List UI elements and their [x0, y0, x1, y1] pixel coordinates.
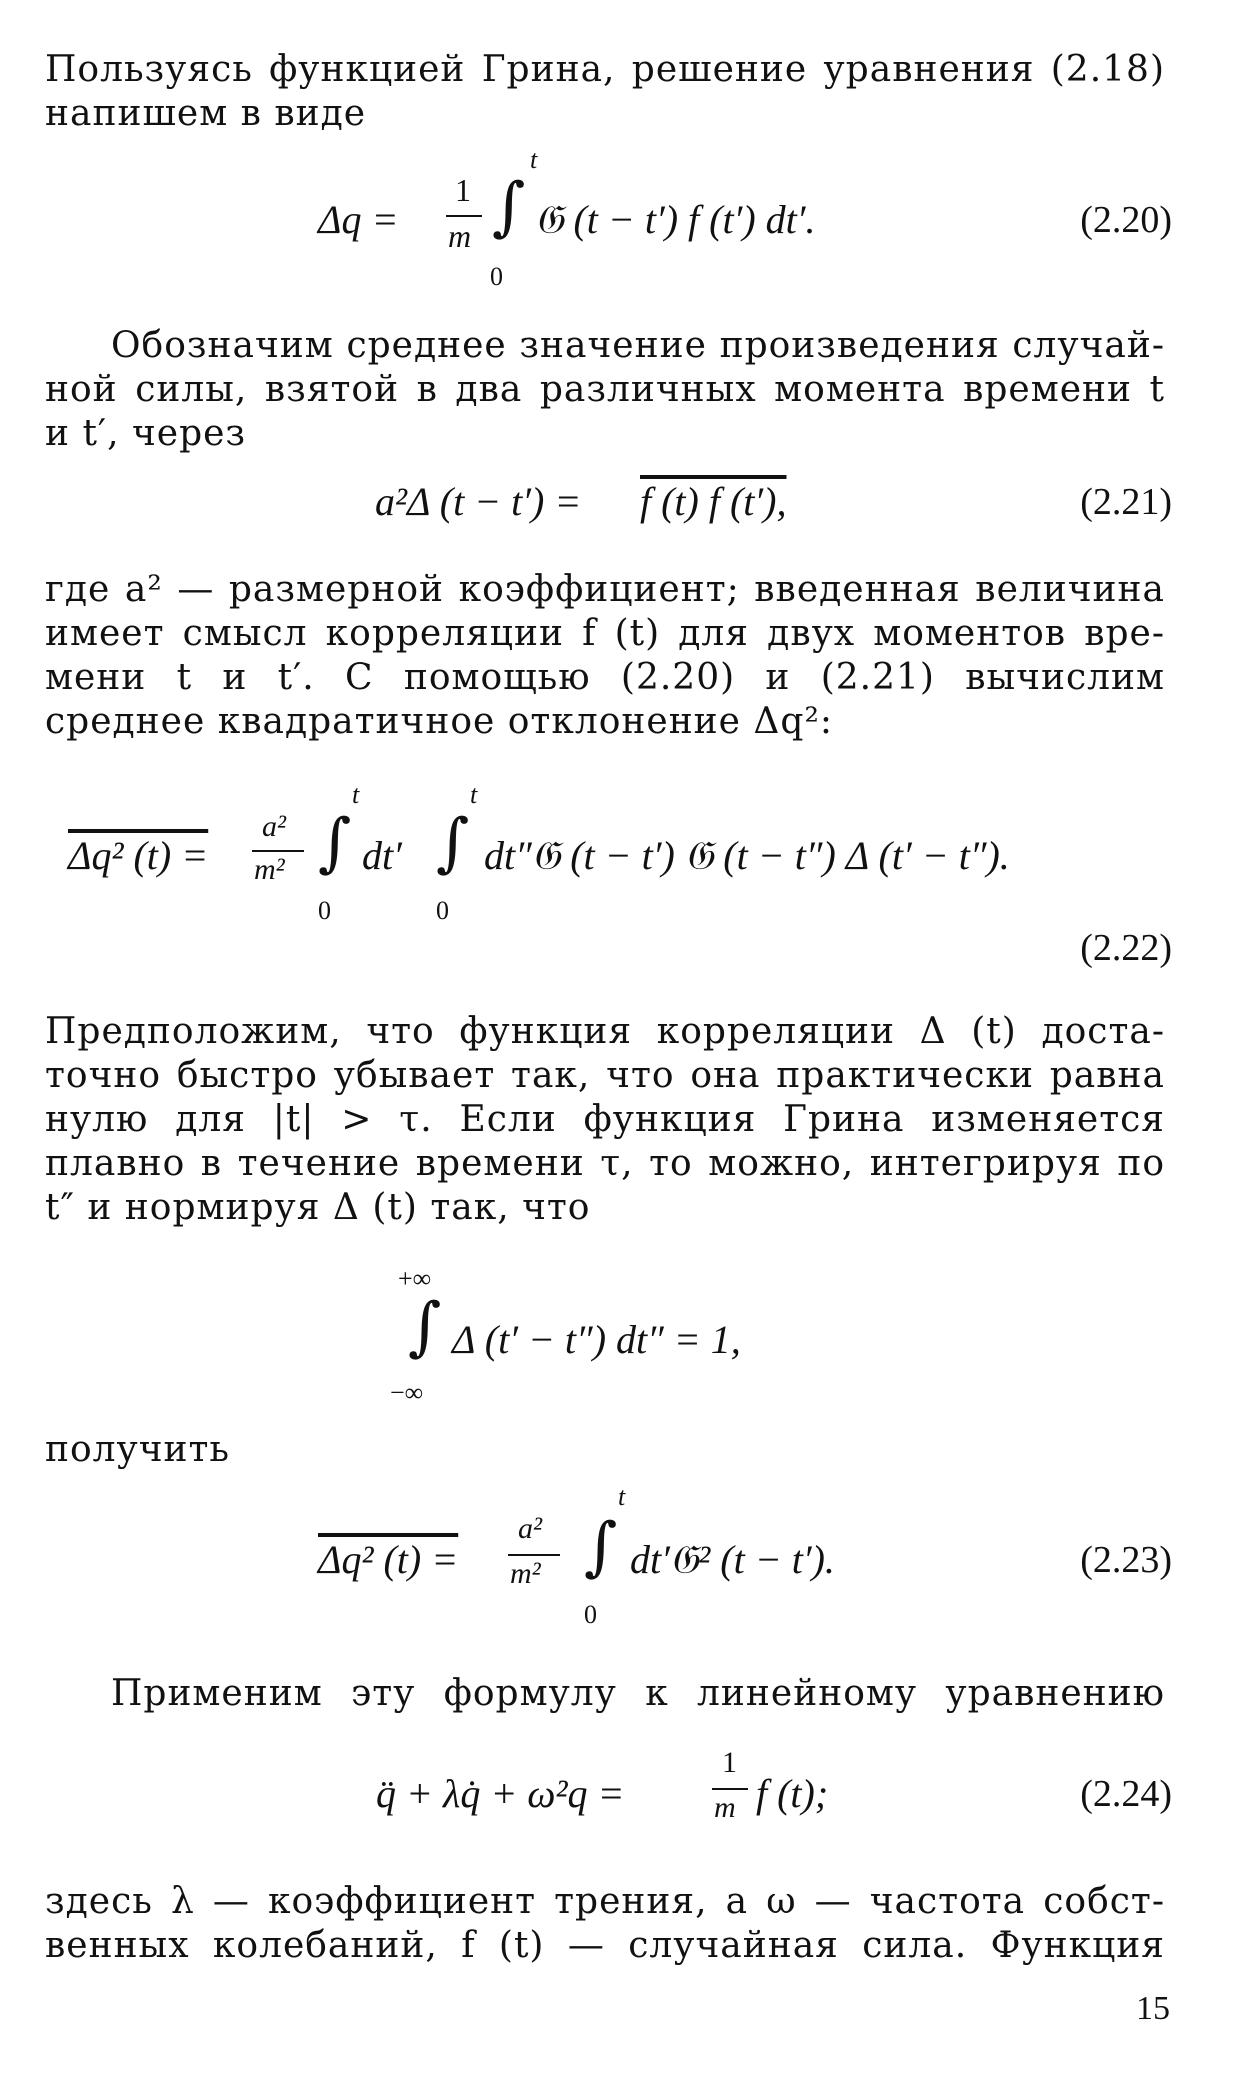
eq-2-20-frac-den: m [448, 218, 472, 254]
eq-2-24-frac-bar [712, 1788, 748, 1790]
eq-2-23-upper-limit: t [618, 1482, 626, 1511]
eq-2-22-frac-bar [252, 850, 304, 852]
text-line: имеет смысл корреляции f (t) для двух моментов вре- [45, 613, 1165, 654]
eq-2-23-number: (2.23) [1080, 1539, 1172, 1581]
eq-2-22-integrand: dt″𝔊 (t − t′) 𝔊 (t − t″) Δ (t′ − t″). [484, 833, 1010, 878]
paragraph-correlation-def [45, 324, 1165, 456]
paragraph-obtain [45, 1428, 1165, 1472]
eq-2-22-number: (2.22) [1080, 927, 1172, 969]
eq-2-20-number: (2.20) [1080, 199, 1172, 241]
eq-2-21-lhs: a²Δ (t − t′) = [375, 479, 582, 524]
eq-2-20-frac-bar [446, 215, 482, 217]
eq-2-23-integrand: dt′𝔊² (t − t′). [630, 1537, 835, 1582]
eq-2-22-frac-den: m² [254, 853, 285, 886]
eq-2-22-upper-limit-2: t [470, 780, 478, 809]
eq-2-22-lhs: Δq² (t) = [68, 833, 209, 878]
eq-2-20-lhs: Δq = [318, 197, 399, 242]
eq-2-24-frac-den: m [714, 1791, 736, 1824]
integral-sign-icon: ∫ [408, 1290, 442, 1364]
text-line: венных колебаний, f (t) — случайная сила. Функция [45, 1925, 1165, 1966]
eq-norm-lower-limit: −∞ [390, 1378, 424, 1407]
eq-2-22-lower-limit-1: 0 [318, 896, 331, 925]
text-line: здесь λ — коэффициент трения, а ω — частота собст- [45, 1881, 1165, 1922]
text-line: мени t и t′. С помощью (2.20) и (2.21) вычислим [45, 657, 1165, 698]
eq-2-24-number: (2.24) [1080, 1773, 1172, 1815]
eq-2-20-integrand: 𝔊 (t − t′) f (t′) dt′. [535, 197, 816, 242]
paragraph-mean-square [45, 568, 1165, 744]
integral-sign-icon: ∫ [436, 806, 470, 880]
text-line: точно быстро убывает так, что она практически равна [45, 1055, 1165, 1096]
text-line: где a² — размерной коэффициент; введенная величина [45, 569, 1165, 610]
text-line: нулю для |t| > τ. Если функция Грина изменяется [45, 1099, 1165, 1140]
eq-2-20-frac-num: 1 [455, 172, 471, 208]
text-line: t″ и нормируя Δ (t) так, что [45, 1187, 591, 1228]
paragraph-intro [45, 48, 1165, 136]
text-line: среднее квадратичное отклонение Δq²: [45, 701, 834, 742]
eq-2-22-frac-num: a² [262, 810, 286, 843]
eq-norm-upper-limit: +∞ [398, 1264, 432, 1293]
paragraph-oscillator [45, 1880, 1165, 1968]
page-number: 15 [1136, 1990, 1170, 2027]
text-line: и t′, через [45, 413, 247, 454]
text-line: напишем в виде [45, 93, 367, 134]
integral-sign-icon: ∫ [318, 806, 352, 880]
text-line: Пользуясь функцией Грина, решение уравнения (2.18) [45, 49, 1165, 90]
eq-2-20-upper-limit: t [530, 145, 538, 174]
integral-sign-icon: ∫ [492, 170, 526, 244]
eq-2-22-upper-limit-1: t [352, 780, 360, 809]
eq-2-22-lower-limit-2: 0 [436, 896, 449, 925]
eq-2-21-number: (2.21) [1080, 481, 1172, 523]
eq-2-21-rhs: f (t) f (t′), [640, 479, 787, 524]
eq-2-24-lhs: q̈ + λq̇ + ω²q = [376, 1771, 625, 1816]
eq-2-23-lower-limit: 0 [584, 1600, 597, 1629]
eq-2-23-frac-num: a² [518, 1512, 542, 1545]
text-line: ной силы, взятой в два различных момента времени t [45, 369, 1165, 410]
eq-2-24-rhs: f (t); [756, 1771, 829, 1816]
text-line: получить [45, 1429, 231, 1470]
paragraph-assumption [45, 1010, 1165, 1230]
text-line: плавно в течение времени τ, то можно, интегрируя по [45, 1143, 1165, 1184]
eq-2-20-lower-limit: 0 [490, 262, 503, 291]
eq-2-23-lhs: Δq² (t) = [318, 1537, 459, 1582]
integral-sign-icon: ∫ [584, 1510, 618, 1584]
eq-2-23-frac-den: m² [510, 1557, 541, 1590]
eq-2-22-mid: dt′ [362, 833, 402, 878]
text-line: Предположим, что функция корреляции Δ (t) доста- [45, 1011, 1165, 1052]
eq-norm-integrand: Δ (t′ − t″) dt″ = 1, [452, 1317, 741, 1362]
eq-2-24-frac-num: 1 [722, 1746, 737, 1779]
text-line: Обозначим среднее значение произведения случай- [111, 325, 1165, 366]
text-line: Применим эту формулу к линейному уравнению [111, 1673, 1165, 1714]
eq-2-23-frac-bar [508, 1554, 560, 1556]
paragraph-apply [45, 1672, 1165, 1716]
